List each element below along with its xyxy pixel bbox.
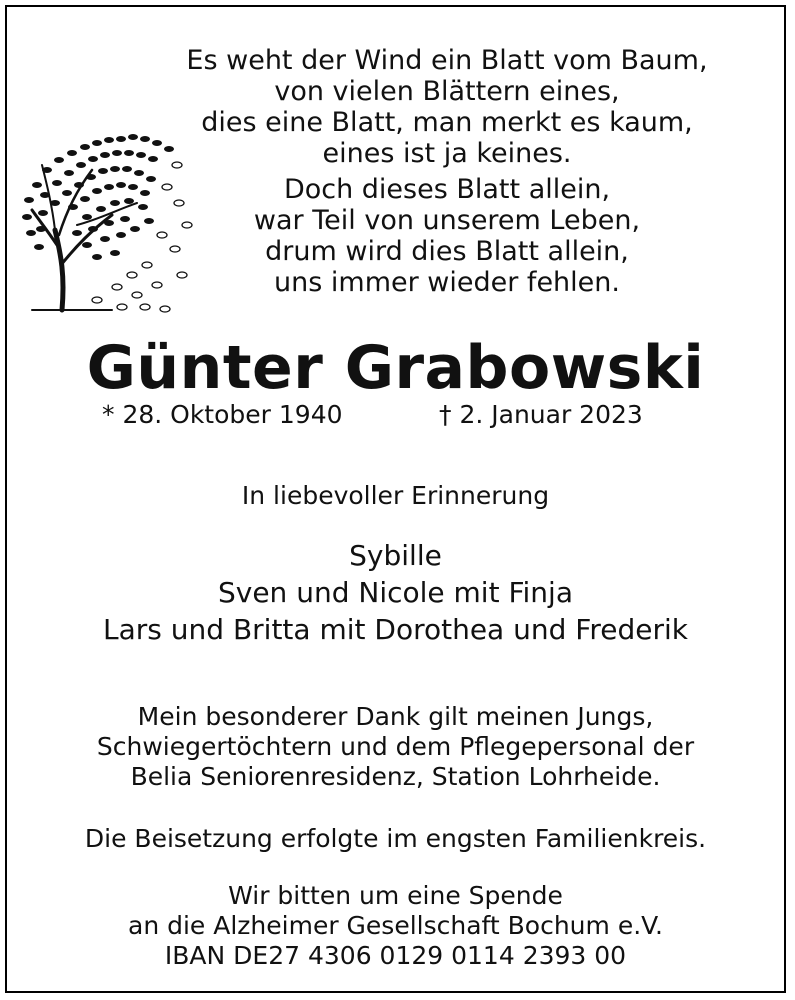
thanks-line: Schwiegertöchtern und dem Pflegepersonal der (96, 732, 695, 761)
donation-line: Wir bitten um eine Spende (228, 881, 563, 910)
poem-line: von vielen Blättern eines, (274, 76, 620, 107)
thanks-line: Mein besonderer Dank gilt meinen Jungs, (137, 702, 654, 731)
family-members (7, 537, 784, 648)
donation-line: an die Alzheimer Gesellschaft Bochum e.V. (128, 911, 663, 940)
family-member: Sybille (349, 539, 442, 572)
poem-line: uns immer wieder fehlen. (274, 267, 620, 298)
iban-line: IBAN DE27 4306 0129 0114 2393 00 (164, 941, 627, 970)
thanks-text (7, 702, 784, 792)
poem-stanza-2 (127, 174, 767, 298)
poem-line: Doch dieses Blatt allein, (283, 174, 611, 205)
poem-line: war Teil von unserem Leben, (253, 205, 641, 236)
poem-line: Es weht der Wind ein Blatt vom Baum, (186, 45, 708, 76)
poem-line: drum wird dies Blatt allein, (265, 236, 629, 267)
burial-note: Die Beisetzung erfolgte im engsten Familienkreis. (84, 824, 707, 853)
deceased-name: Günter Grabowski (86, 333, 705, 403)
thanks-line: Belia Seniorenresidenz, Station Lohrheide. (130, 762, 661, 791)
obituary-notice (5, 5, 786, 993)
poem-line: eines ist ja keines. (322, 138, 572, 169)
birth-date: * 28. Oktober 1940 (102, 400, 343, 429)
donation-request (7, 881, 784, 971)
family-member: Sven und Nicole mit Finja (217, 576, 573, 609)
poem-stanza-1 (127, 45, 767, 169)
poem-line: dies eine Blatt, man merkt es kaum, (201, 107, 693, 138)
family-member: Lars und Britta mit Dorothea und Frederik (103, 613, 688, 646)
death-date: † 2. Januar 2023 (439, 400, 643, 429)
remembrance-line: In liebevoller Erinnerung (241, 481, 550, 510)
